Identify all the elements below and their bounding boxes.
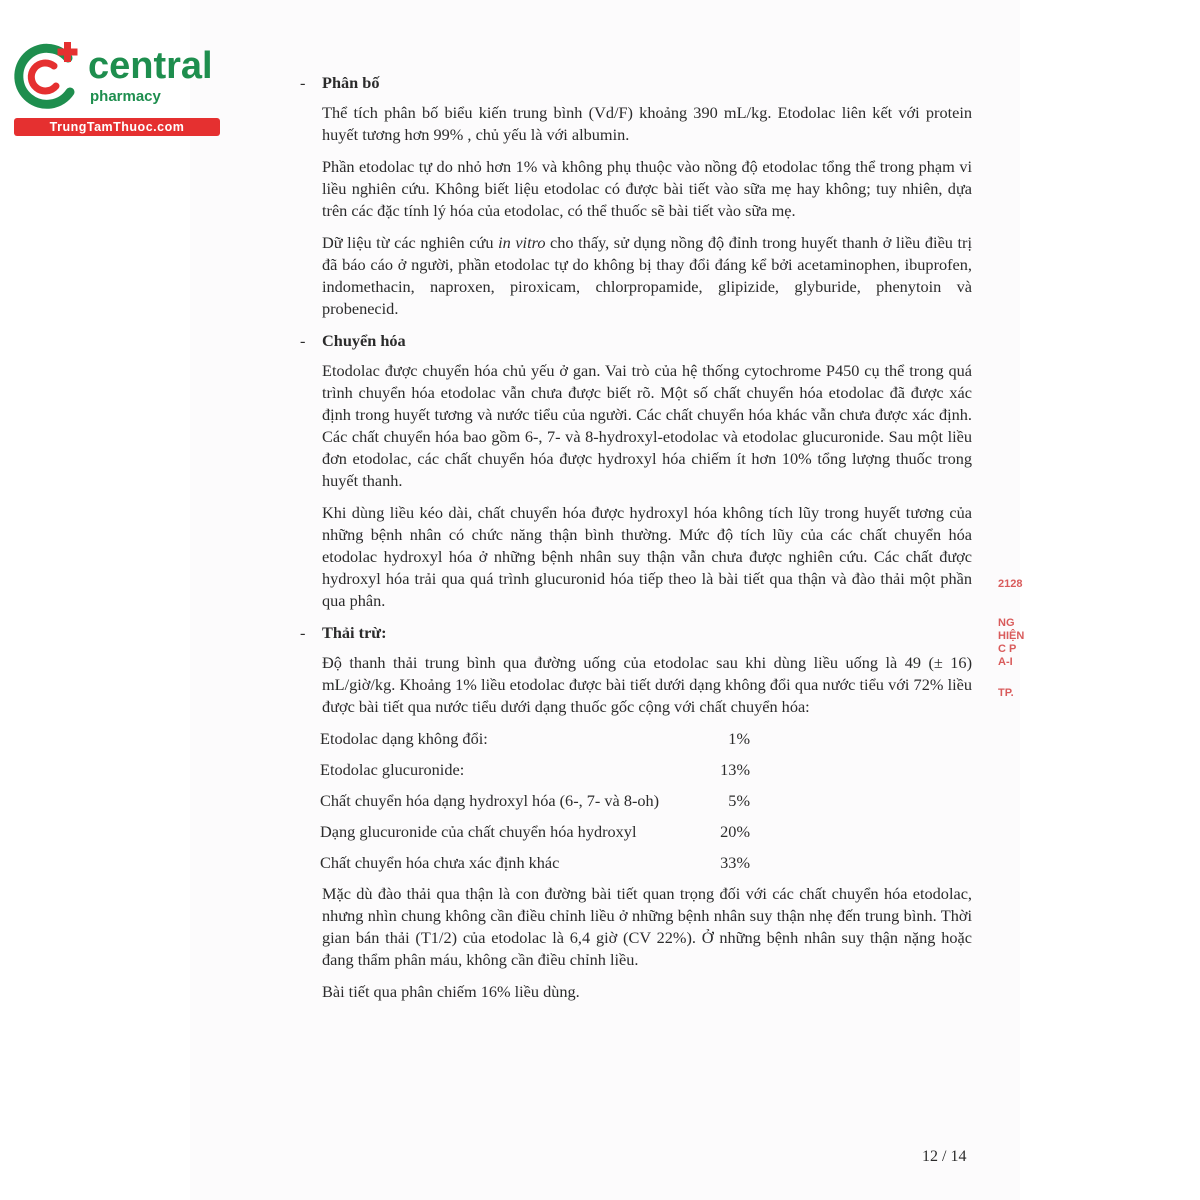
- stamp-text: C P: [998, 643, 1017, 655]
- row-value: 13%: [720, 760, 750, 779]
- document-content: [300, 72, 972, 1013]
- stamp-text: TP.: [998, 687, 1014, 699]
- section-heading-thai-tru: [300, 622, 972, 644]
- row-value: 33%: [720, 853, 750, 872]
- brand-subtitle: pharmacy: [90, 88, 161, 105]
- paragraph: Khi dùng liều kéo dài, chất chuyển hóa được hydroxyl hóa không tích lũy trong huyết tương của những bệnh nhân có chức năng thận bình thường. Mức độ tích lũy của các chất chuyển hóa etodolac hydroxyl hóa ở những bệnh nhân suy thận vẫn chưa được nghiên cứu. Các chất được hydroxyl hóa trải qua quá trình glucuronid hóa tiếp theo là bài tiết qua thận và đào thải một phần qua phân.: [322, 503, 972, 610]
- section-title: Chuyển hóa: [322, 331, 406, 350]
- table-row: [320, 790, 750, 821]
- row-value: 20%: [720, 822, 750, 841]
- text-run: Dữ liệu từ các nghiên cứu: [322, 233, 499, 252]
- bullet-dash: -: [300, 623, 306, 642]
- bullet-dash: -: [300, 331, 306, 350]
- row-label: Dạng glucuronide của chất chuyển hóa hydroxyl: [320, 822, 637, 841]
- section-title: Thải trừ:: [322, 623, 387, 642]
- row-label: Chất chuyển hóa dạng hydroxyl hóa (6-, 7- và 8-oh): [320, 791, 660, 810]
- paragraph: Mặc dù đào thải qua thận là con đường bài tiết quan trọng đối với các chất chuyển hóa etodolac, nhưng nhìn chung không cần điều chỉnh liều ở những bệnh nhân suy thận nhẹ đến trung bình. Thời gian bán thải (T1/2) của etodolac là 6,4 giờ (CV 22%). Ở những bệnh nhân suy thận nặng hoặc đang thẩm phân máu, không cần điều chỉnh liều.: [322, 884, 972, 969]
- paragraph: Độ thanh thải trung bình qua đường uống của etodolac sau khi dùng liều uống là 49 (± 16) mL/giờ/kg. Khoảng 1% liều etodolac được bài tiết dưới dạng không đổi qua nước tiểu với 72% liều được bài tiết qua nước tiểu dưới dạng thuốc gốc cộng với chất chuyển hóa:: [322, 653, 972, 716]
- brand-name: central: [88, 45, 213, 87]
- table-row: [320, 821, 750, 852]
- paragraph: Etodolac được chuyển hóa chủ yếu ở gan. Vai trò của hệ thống cytochrome P450 cụ thể trong quá trình chuyển hóa etodolac vẫn chưa được biết rõ. Một số chất chuyển hóa etodolac đã được xác định trong huyết tương và nước tiểu của người. Các chất chuyển hóa khác vẫn chưa được xác định. Các chất chuyển hóa bao gồm 6-, 7- và 8-hydroxyl-etodolac và etodolac glucuronide. Sau một liều đơn etodolac, các chất chuyển hóa được hydroxyl hóa chiếm ít hơn 10% tổng lượng thuốc trong huyết thanh.: [322, 361, 972, 490]
- row-label: Etodolac glucuronide:: [320, 760, 465, 779]
- text-run: cho thấy, sử dụng nồng độ đỉnh trong huyết thanh ở liều điều trị đã báo cáo ở người, phần etodolac tự do không bị thay đổi đáng kể bởi acetaminophen, ibuprofen, indomethacin, naproxen, piroxicam, chlorpropamide, glipizide, glyburide, phenytoin và probenecid.: [322, 233, 972, 318]
- table-row: [320, 852, 750, 883]
- central-pharmacy-logo: [10, 36, 220, 136]
- red-stamp-fragment: [998, 578, 1024, 700]
- section-heading-phan-bo: [300, 72, 972, 94]
- paragraph: Phần etodolac tự do nhỏ hơn 1% và không phụ thuộc vào nồng độ etodolac tổng thể trong phạm vi liều nghiên cứu. Không biết liệu etodolac có được bài tiết vào sữa mẹ hay không; tuy nhiên, dựa trên các đặc tính lý hóa của etodolac, có thể thuốc sẽ bài tiết vào sữa mẹ.: [322, 157, 972, 220]
- paragraph-invitro: [322, 232, 972, 320]
- excretion-table: [320, 728, 750, 883]
- stamp-text: 2128: [998, 578, 1023, 590]
- brand-url: TrungTamThuoc.com: [14, 118, 220, 136]
- paragraph: Bài tiết qua phân chiếm 16% liều dùng.: [322, 982, 580, 1001]
- row-value: 5%: [728, 791, 750, 810]
- stamp-text: A-I: [998, 656, 1013, 668]
- section-heading-chuyen-hoa: [300, 330, 972, 352]
- row-label: Chất chuyển hóa chưa xác định khác: [320, 853, 560, 872]
- paragraph: Thể tích phân bố biểu kiến trung bình (Vd/F) khoảng 390 mL/kg. Etodolac liên kết với protein huyết tương hơn 99% , chủ yếu là với albumin.: [322, 103, 972, 144]
- page-number: 12 / 14: [922, 1148, 967, 1165]
- row-value: 1%: [728, 729, 750, 748]
- bullet-dash: -: [300, 73, 306, 92]
- table-row: [320, 759, 750, 790]
- italic-text: in vitro: [498, 233, 546, 252]
- stamp-text: NG: [998, 617, 1015, 629]
- stamp-text: HIỆN: [998, 630, 1025, 642]
- section-title: Phân bố: [322, 73, 380, 92]
- table-row: [320, 728, 750, 759]
- pharmacy-logo-icon: [10, 36, 90, 116]
- row-label: Etodolac dạng không đổi:: [320, 729, 488, 748]
